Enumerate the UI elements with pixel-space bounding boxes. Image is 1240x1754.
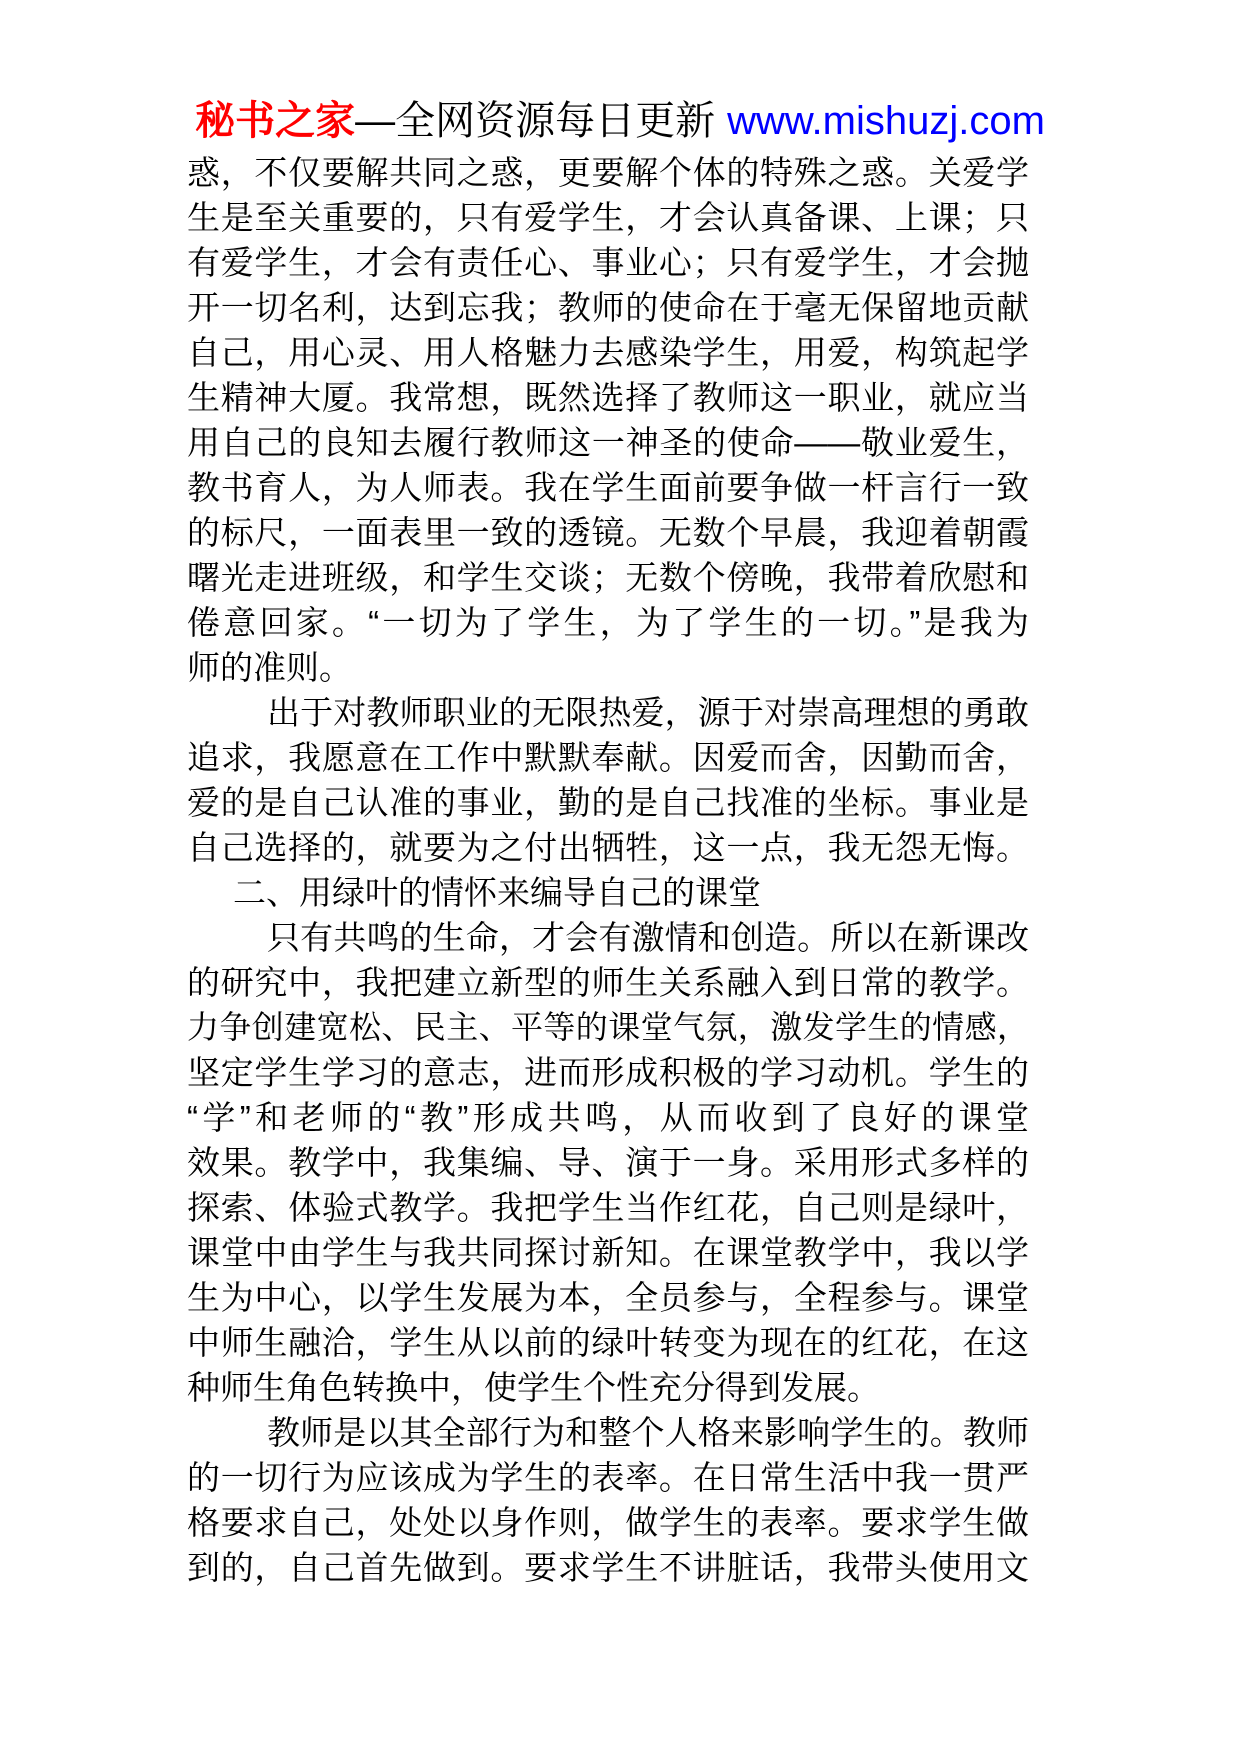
text-line: 力争创建宽松、民主、平等的课堂气氛，激发学生的情感， xyxy=(187,1009,1029,1045)
site-tagline: —全网资源每日更新 xyxy=(355,99,716,143)
text-line: 种师生角色转换中，使学生个性充分得到发展。 xyxy=(187,1369,880,1406)
text-line: 的一切行为应该成为学生的表率。在日常生活中我一贯严 xyxy=(187,1459,1029,1496)
text-line: 生精神大厦。我常想，既然选择了教师这一职业，就应当 xyxy=(187,379,1029,416)
site-url-link[interactable]: www.mishuzj.com xyxy=(727,99,1045,143)
text-line: 开一切名利，达到忘我；教师的使命在于毫无保留地贡献 xyxy=(187,289,1029,326)
section-heading: 二、用绿叶的情怀来编导自己的课堂 xyxy=(233,874,761,911)
text-line: 自己，用心灵、用人格魅力去感染学生，用爱，构筑起学 xyxy=(187,334,1029,371)
text-line: 生是至关重要的，只有爱学生，才会认真备课、上课；只 xyxy=(187,199,1029,236)
text-line: 追求，我愿意在工作中默默奉献。因爱而舍，因勤而舍， xyxy=(187,739,1029,776)
text-line: 惑，不仅要解共同之惑，更要解个体的特殊之惑。关爱学 xyxy=(187,154,1029,191)
text-line: 倦意回家。“一切为了学生，为了学生的一切。”是我为 xyxy=(187,604,1029,641)
text-line: 中师生融洽，学生从以前的绿叶转变为现在的红花，在这 xyxy=(187,1324,1029,1361)
text-line: 生为中心，以学生发展为本，全员参与，全程参与。课堂 xyxy=(187,1279,1029,1316)
text-line: 教书育人，为人师表。我在学生面前要争做一杆言行一致 xyxy=(187,469,1029,506)
text-line: 坚定学生学习的意志，进而形成积极的学习动机。学生的 xyxy=(187,1054,1029,1091)
page-header xyxy=(0,98,1240,144)
site-name: 秘书之家 xyxy=(195,99,356,143)
text-line: 曙光走进班级，和学生交谈；无数个傍晚，我带着欣慰和 xyxy=(187,559,1029,596)
text-line: 师的准则。 xyxy=(187,649,352,686)
text-line: 格要求自己，处处以身作则，做学生的表率。要求学生做 xyxy=(187,1504,1029,1541)
text-line: “学”和老师的“教”形成共鸣，从而收到了良好的课堂 xyxy=(187,1099,1029,1136)
text-line: 自己选择的，就要为之付出牺牲，这一点，我无怨无悔。 xyxy=(187,829,1029,866)
paragraph-first-line: 出于对教师职业的无限热爱，源于对崇高理想的勇敢 xyxy=(267,694,1029,731)
text-line: 用自己的良知去履行教师这一神圣的使命——敬业爱生， xyxy=(187,424,1029,461)
text-line: 有爱学生，才会有责任心、事业心；只有爱学生，才会抛 xyxy=(187,244,1029,281)
paragraph-first-line: 教师是以其全部行为和整个人格来影响学生的。教师 xyxy=(267,1414,1029,1451)
paragraph-first-line: 只有共鸣的生命，才会有激情和创造。所以在新课改 xyxy=(267,919,1029,956)
text-line: 爱的是自己认准的事业，勤的是自己找准的坐标。事业是 xyxy=(187,784,1029,821)
text-line: 课堂中由学生与我共同探讨新知。在课堂教学中，我以学 xyxy=(187,1234,1029,1271)
text-line: 探索、体验式教学。我把学生当作红花，自己则是绿叶， xyxy=(187,1189,1029,1226)
text-line: 的标尺，一面表里一致的透镜。无数个早晨，我迎着朝霞 xyxy=(187,514,1029,551)
document-body xyxy=(187,150,1029,1590)
text-line: 到的，自己首先做到。要求学生不讲脏话，我带头使用文 xyxy=(187,1549,1029,1586)
text-line: 的研究中，我把建立新型的师生关系融入到日常的教学。 xyxy=(187,964,1029,1001)
text-line: 效果。教学中，我集编、导、演于一身。采用形式多样的 xyxy=(187,1144,1029,1181)
